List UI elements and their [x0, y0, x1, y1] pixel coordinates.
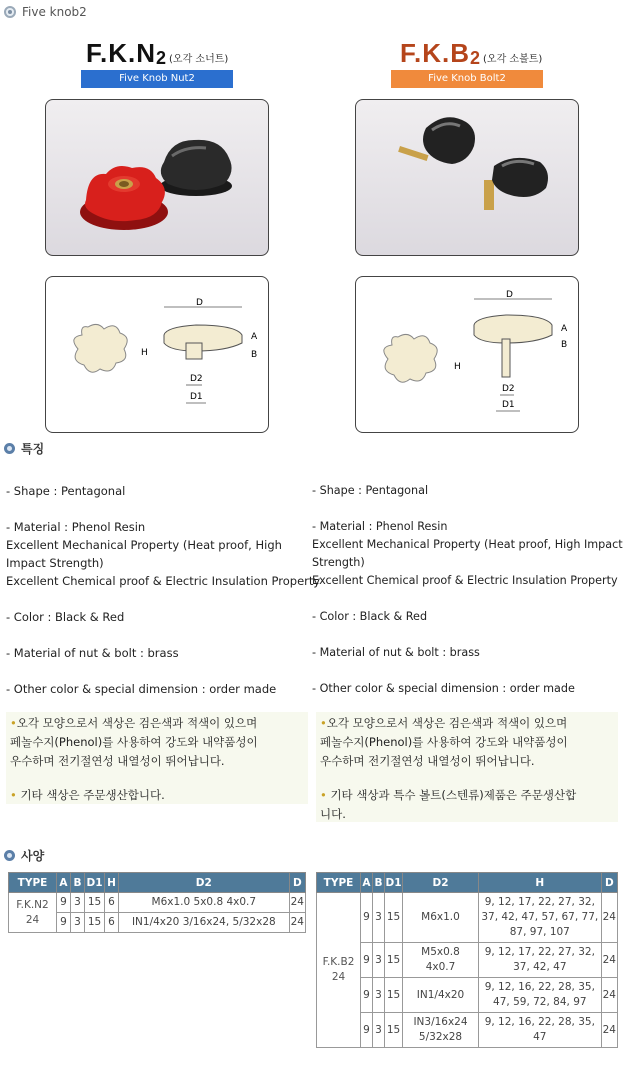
table-row [317, 1013, 618, 1048]
col-header: A [57, 873, 71, 893]
left-product-korean: (오각 소너트) [169, 54, 229, 65]
feature-line: - Color : Black & Red [6, 610, 125, 624]
table-cell: M6x1.0 [403, 893, 479, 943]
table-cell: 9 [361, 1013, 373, 1048]
feature-line: Excellent Chemical proof & Electric Insulation Property [312, 574, 618, 587]
table-cell: 24 [601, 1013, 617, 1048]
feature-line: - Shape : Pentagonal [312, 484, 429, 497]
svg-text:A: A [561, 324, 568, 334]
right-product-korean: (오각 소볼트) [483, 54, 543, 65]
svg-text:B: B [561, 340, 568, 350]
table-cell: 24 [601, 943, 617, 978]
svg-text:D2: D2 [502, 384, 515, 394]
feature-line: Excellent Mechanical Property (Heat proof, High Impact [312, 538, 623, 551]
page-title: Five knob2 [22, 5, 87, 19]
table-cell: 15 [385, 943, 403, 978]
col-header: H [479, 873, 602, 893]
col-header: D1 [385, 873, 403, 893]
table-row [317, 893, 618, 943]
left-dim-d: D [196, 298, 203, 308]
type-cell: F.K.B2 24 [317, 893, 361, 1048]
knob-nut-drawing-image [46, 277, 269, 433]
table-cell: 9, 12, 17, 22, 27, 32, 37, 42, 47 [479, 943, 602, 978]
table-row: 9 3 15 6 IN1/4x20 3/16x24, 5/32x28 24 [9, 913, 306, 933]
page-header [4, 3, 87, 21]
note-line: 페놀수지(Phenol)를 사용하여 강도와 내약품성이 [320, 735, 568, 749]
features-section-title [4, 440, 44, 457]
col-header: TYPE [9, 873, 57, 893]
spec-section-title [4, 847, 44, 864]
left-features-list [6, 482, 321, 698]
svg-text:A: A [251, 332, 258, 342]
col-header: A [361, 873, 373, 893]
table-cell: 9, 12, 16, 22, 28, 35, 47, 59, 72, 84, 97 [479, 978, 602, 1013]
feature-line: - Material : Phenol Resin [312, 520, 448, 533]
table-header-row [317, 873, 618, 893]
table-cell: 15 [385, 978, 403, 1013]
note-line: 오각 모양으로서 색상은 검은색과 적색이 있으며 [16, 716, 258, 730]
table-cell: 9 [361, 943, 373, 978]
right-product-code-num: 2 [470, 48, 482, 68]
feature-line: Excellent Chemical proof & Electric Insulation Property [6, 574, 321, 588]
left-spec-table [8, 872, 306, 933]
circle-bullet-icon [4, 6, 16, 18]
right-product-code: F.K.B [400, 38, 470, 68]
table-cell: 3 [373, 893, 385, 943]
left-product-tag: Five Knob Nut2 [81, 70, 233, 88]
right-technical-drawing [355, 276, 579, 433]
table-cell: 24 [601, 893, 617, 943]
section-bullet-icon [4, 443, 15, 454]
svg-text:D: D [506, 290, 513, 300]
col-header: D2 [119, 873, 290, 893]
note-line: 우수하며 전기절연성 내열성이 뛰어납니다. [10, 754, 225, 768]
col-header: B [373, 873, 385, 893]
feature-line: - Material of nut & bolt : brass [6, 646, 179, 660]
svg-text:H: H [454, 362, 461, 372]
knob-nut-photo-image [46, 100, 269, 256]
table-cell: M5x0.8 4x0.7 [403, 943, 479, 978]
table-cell: 9 [361, 893, 373, 943]
table-cell: 9 [361, 978, 373, 1013]
table-cell: 3 [373, 943, 385, 978]
feature-line: - Color : Black & Red [312, 610, 428, 623]
right-product-title [400, 38, 542, 69]
note-line: 오각 모양으로서 색상은 검은색과 적색이 있으며 [326, 716, 568, 730]
svg-text:D1: D1 [502, 400, 515, 410]
section-bullet-icon [4, 850, 15, 861]
feature-line: - Material of nut & bolt : brass [312, 646, 480, 659]
right-features-list [312, 482, 627, 698]
spec-title-text: 사양 [21, 849, 45, 863]
col-header: B [71, 873, 85, 893]
col-header: D2 [403, 873, 479, 893]
col-header: TYPE [317, 873, 361, 893]
right-korean-note: •오각 모양으로서 색상은 검은색과 적색이 있으며 페놀수지(Phenol)를 사용하여 강도와 내약품성이 우수하며 전기절연성 내열성이 뛰어납니다. • 기타 색상과 특수 볼트(스텐류)제품은 주문생산합 니다. [316, 712, 618, 822]
left-product-title [86, 38, 228, 69]
table-cell: 9, 12, 16, 22, 28, 35, 47 [479, 1013, 602, 1048]
feature-line: Strength) [312, 556, 365, 569]
svg-text:H: H [141, 348, 148, 358]
feature-line: - Material : Phenol Resin [6, 520, 146, 534]
right-spec-table [316, 872, 618, 1048]
table-cell: 3 [373, 1013, 385, 1048]
left-technical-drawing [45, 276, 269, 433]
note-line: 페놀수지(Phenol)를 사용하여 강도와 내약품성이 [10, 735, 258, 749]
svg-text:B: B [251, 350, 258, 360]
table-cell: 15 [385, 1013, 403, 1048]
left-korean-note: •오각 모양으로서 색상은 검은색과 적색이 있으며 페놀수지(Phenol)를 사용하여 강도와 내약품성이 우수하며 전기절연성 내열성이 뛰어납니다. • 기타 색상은 주문생산합니다. [6, 712, 308, 804]
col-header: H [105, 873, 119, 893]
left-product-code: F.K.N [86, 38, 156, 68]
right-product-photo [355, 99, 579, 256]
table-row [317, 943, 618, 978]
note-line: 기타 색상은 주문생산합니다. [20, 788, 165, 802]
feature-line: Impact Strength) [6, 556, 104, 570]
feature-line: Excellent Mechanical Property (Heat proof, High [6, 538, 282, 552]
note-line: 니다. [320, 807, 346, 821]
table-cell: 15 [385, 893, 403, 943]
features-title-text: 특징 [21, 442, 45, 456]
feature-line: - Shape : Pentagonal [6, 484, 126, 498]
svg-text:D1: D1 [190, 392, 203, 402]
table-cell: IN3/16x24 5/32x28 [403, 1013, 479, 1048]
table-row: F.K.N2 24 9 3 15 6 M6x1.0 5x0.8 4x0.7 24 [9, 893, 306, 913]
right-product-tag: Five Knob Bolt2 [391, 70, 543, 88]
note-line: 우수하며 전기절연성 내열성이 뛰어납니다. [320, 754, 535, 768]
table-header-row [9, 873, 306, 893]
svg-text:D2: D2 [190, 374, 203, 384]
note-line: 기타 색상과 특수 볼트(스텐류)제품은 주문생산합 [330, 788, 577, 802]
col-header: D [289, 873, 305, 893]
feature-line: - Other color & special dimension : order made [6, 682, 277, 696]
table-cell: 24 [601, 978, 617, 1013]
table-cell: IN1/4x20 [403, 978, 479, 1013]
table-row [317, 978, 618, 1013]
col-header: D [601, 873, 617, 893]
left-product-photo [45, 99, 269, 256]
table-cell: 3 [373, 978, 385, 1013]
feature-line: - Other color & special dimension : order made [312, 682, 575, 695]
col-header: D1 [85, 873, 105, 893]
knob-bolt-photo-image [356, 100, 579, 256]
table-cell: 9, 12, 17, 22, 27, 32, 37, 42, 47, 57, 67, 77, 87, 97, 107 [479, 893, 602, 943]
type-cell: F.K.N2 24 [9, 893, 57, 933]
left-product-code-num: 2 [156, 48, 168, 68]
knob-bolt-drawing-image [356, 277, 579, 433]
